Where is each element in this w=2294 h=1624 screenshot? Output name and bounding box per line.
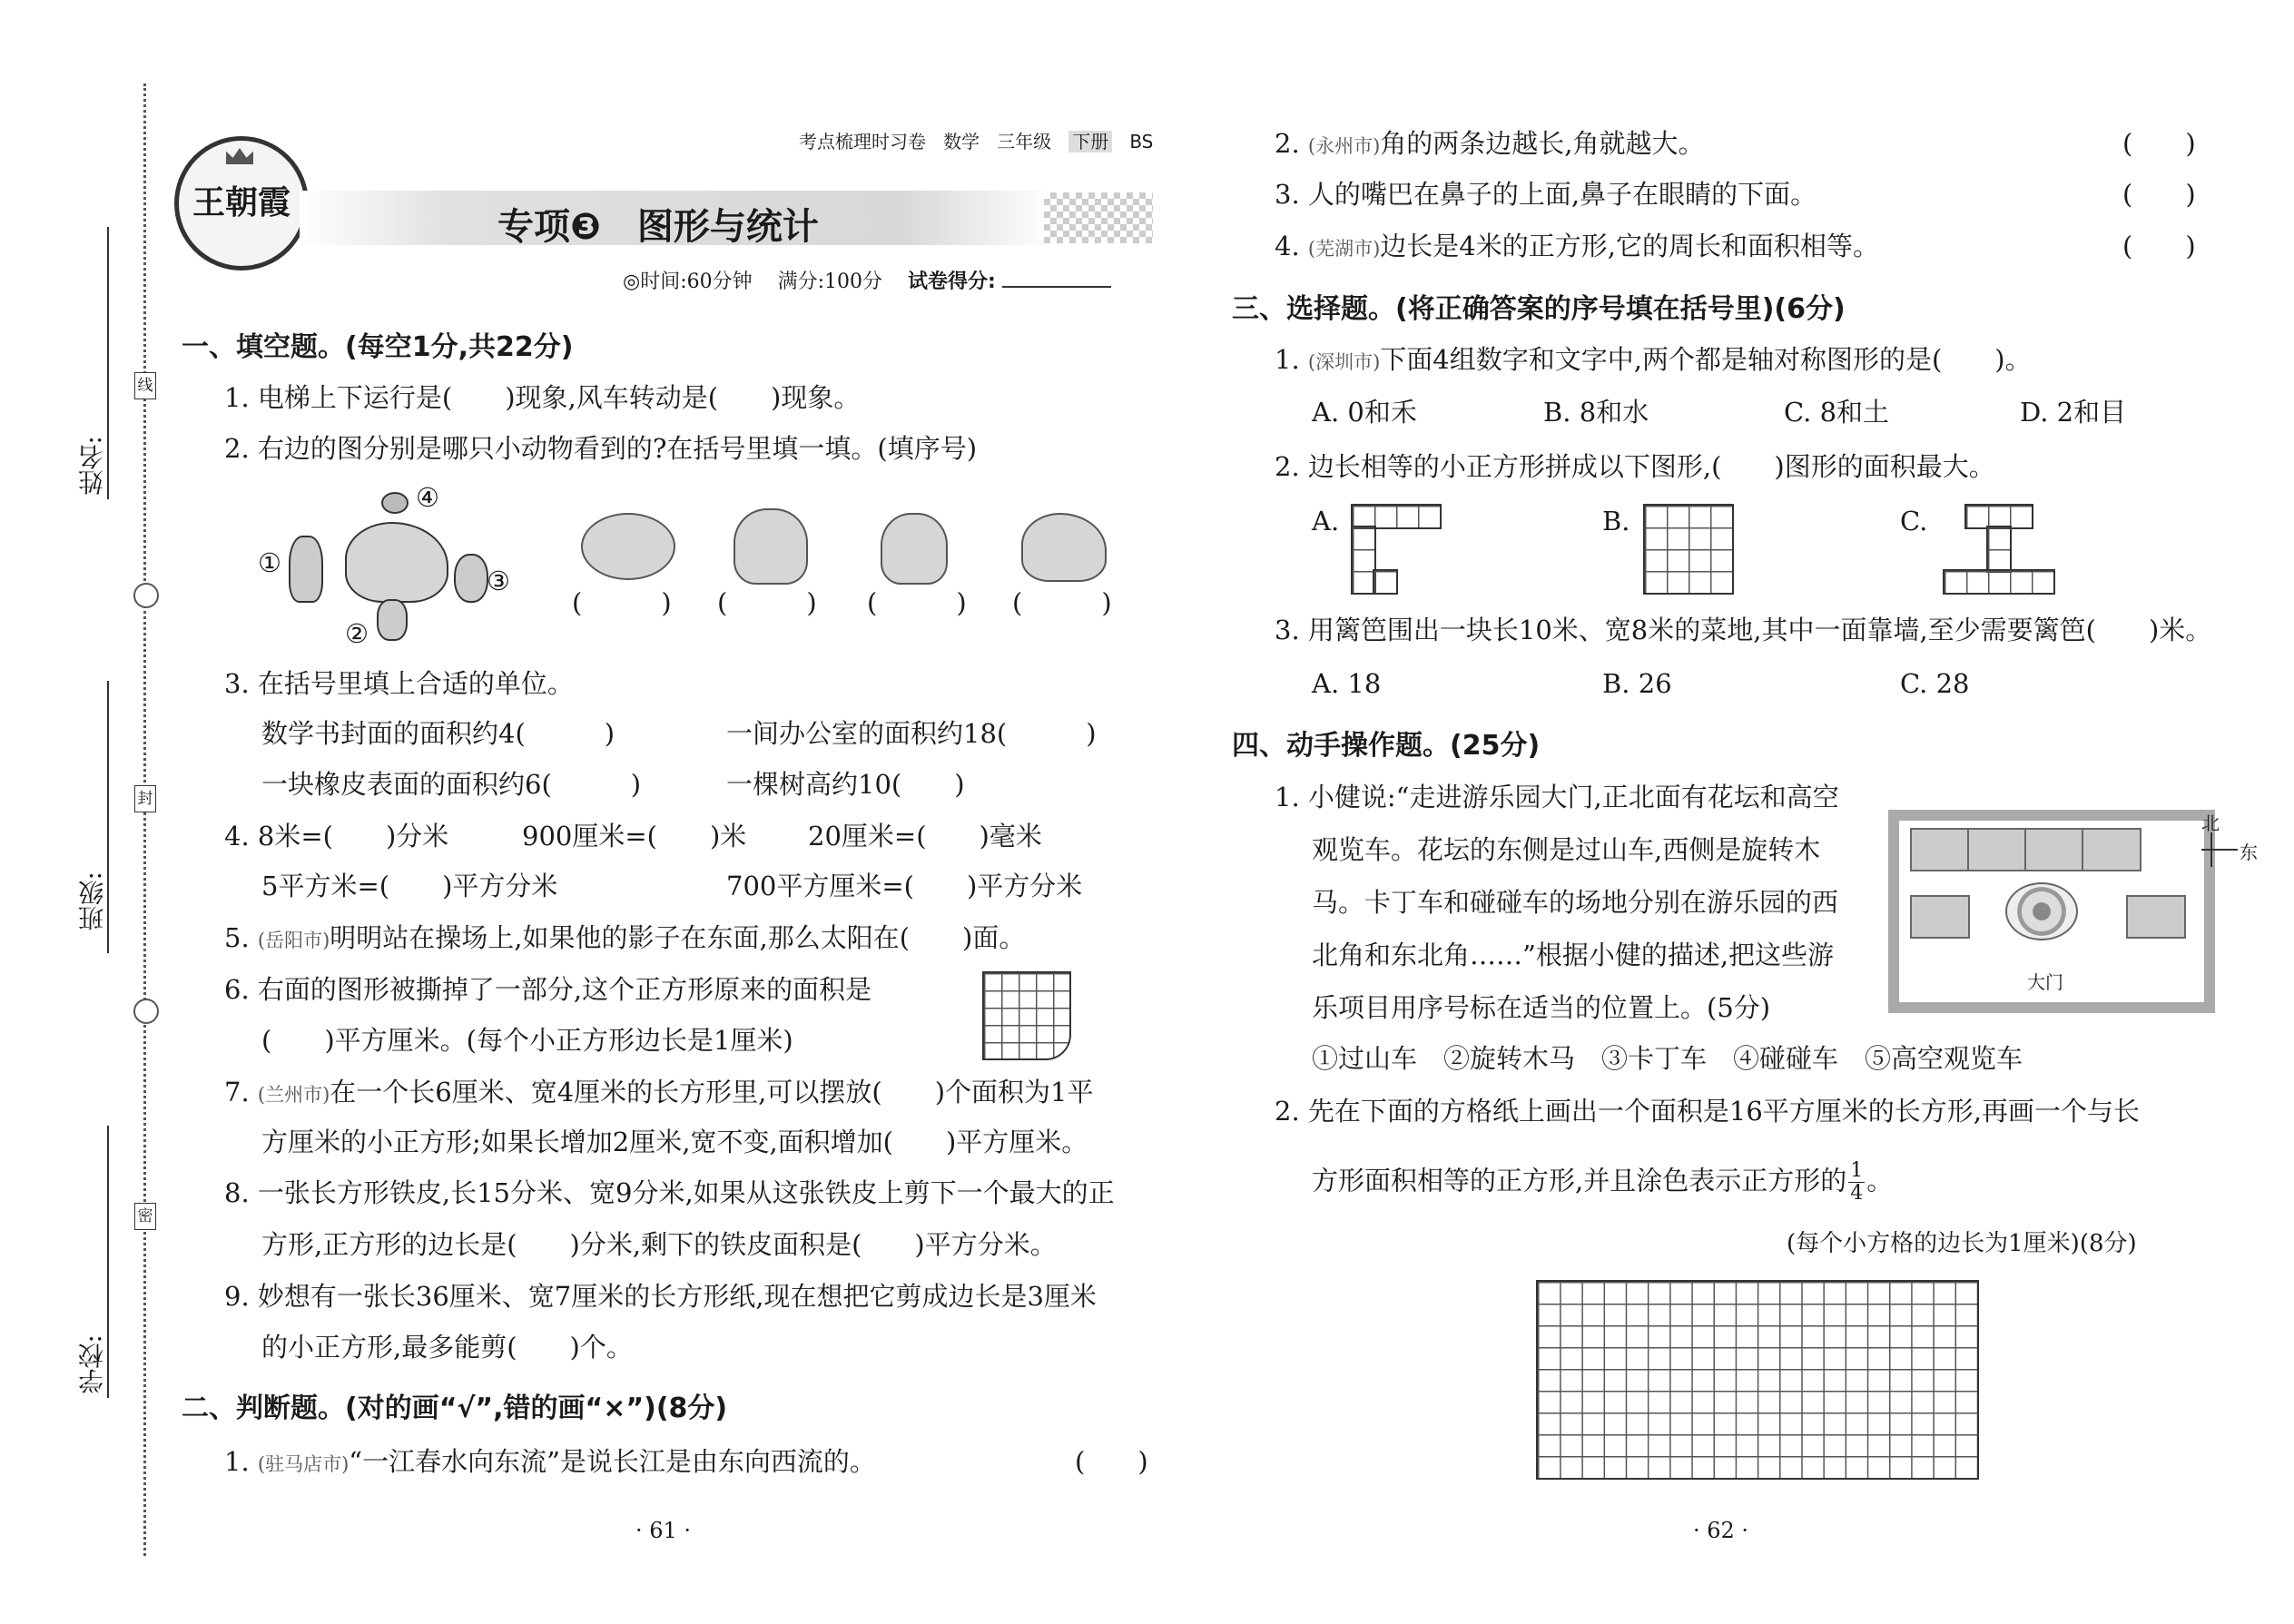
view-side-elephant	[1021, 513, 1107, 582]
map-slot[interactable]	[2024, 828, 2084, 871]
s4-q2-note: (每个小方格的边长为1厘米)(8分)	[1787, 1230, 2137, 1257]
map-slot[interactable]	[1910, 828, 1970, 871]
compass-north: 北	[2201, 812, 2220, 834]
compass-east: 东	[2240, 842, 2258, 863]
binding-mark-secret: 密	[134, 1203, 156, 1230]
s1-q6a: 6. 右面的图形被撕掉了一部分,这个正方形原来的面积是	[224, 974, 872, 1005]
s3-q3: 3. 用篱笆围出一块长10米、宽8米的菜地,其中一面靠墙,至少需要篱笆( )米。	[1275, 615, 2212, 645]
s3-q3-opt-b[interactable]: B. 26	[1602, 668, 1672, 699]
fraction-one-quarter	[1848, 1160, 1865, 1205]
s2-q2: 2. (永州市)角的两条边越长,角就越大。	[1275, 128, 1705, 159]
s4-q1b: 观览车。花坛的东侧是过山车,西侧是旋转木	[1312, 834, 1821, 865]
header-checker	[1044, 192, 1153, 243]
s1-q8b: 方形,正方形的边长是( )分米,剩下的铁皮面积是( )平方分米。	[261, 1229, 1057, 1260]
logo-crown-icon	[226, 148, 253, 164]
s2q2-text: 角的两条边越长,角就越大。	[1380, 128, 1705, 159]
exam-info	[623, 266, 1111, 294]
q2-blank-3[interactable]: ( )	[867, 587, 967, 618]
s1-q4e: 700平方厘米=( )平方分米	[726, 871, 1083, 901]
q2b-text: 方形面积相等的正方形,并且涂色表示正方形的	[1312, 1165, 1847, 1196]
s2q2-city: (永州市)	[1307, 135, 1381, 157]
label-2: ②	[345, 618, 369, 649]
s3q1-text: 下面4组数字和文字中,两个都是轴对称图形的是( )。	[1380, 344, 2032, 375]
q5-city: (岳阳市)	[257, 930, 330, 951]
s1-q3: 3. 在括号里填上合适的单位。	[224, 668, 574, 699]
view-top-elephant	[581, 513, 675, 580]
label-1: ①	[258, 547, 281, 578]
label-4: ④	[416, 482, 439, 513]
s4-q1d: 北角和东北角……”根据小健的描述,把这些游	[1312, 940, 1835, 970]
s3-q2: 2. 边长相等的小正方形拼成以下图形,( )图形的面积最大。	[1275, 451, 1995, 482]
page-number-right: · 62 ·	[1693, 1518, 1749, 1543]
s1-q3b: 一间办公室的面积约18( )	[726, 718, 1097, 749]
s1-q5: 5. (岳阳市)明明站在操场上,如果他的影子在东面,那么太阳在( )面。	[224, 922, 1026, 953]
series-name: 考点梳理时习卷	[799, 131, 926, 153]
map-slot[interactable]	[1910, 895, 1970, 939]
view-back-elephant	[881, 513, 948, 585]
s2-q3: 3. 人的嘴巴在鼻子的上面,鼻子在眼睛的下面。	[1275, 179, 1817, 210]
s4-q1-items: ①过山车 ②旋转木马 ③卡丁车 ④碰碰车 ⑤高空观览车	[1312, 1043, 2023, 1074]
s2-q1: 1. (驻马店市)“一江春水向东流”是说长江是由东向西流的。	[224, 1446, 876, 1477]
section1-heading: 一、填空题。(每空1分,共22分)	[182, 331, 574, 363]
elephant-icon	[345, 522, 448, 603]
s2-q4: 4. (芜湖市)边长是4米的正方形,它的周长和面积相等。	[1275, 231, 1879, 261]
s2q1-city: (驻马店市)	[257, 1453, 350, 1475]
s3-q2-opt-b[interactable]: B.	[1602, 506, 1630, 536]
name-label: 姓名:	[77, 436, 107, 496]
s3-q2-opt-c[interactable]: C.	[1900, 506, 1928, 536]
q2-blank-1[interactable]: ( )	[572, 587, 672, 618]
s4-q1c: 马。卡丁车和碰碰车的场地分别在游乐园的西	[1312, 887, 1839, 918]
s1-q3a: 数学书封面的面积约4( )	[261, 718, 615, 749]
edition: BS	[1129, 131, 1154, 153]
label-3: ③	[487, 566, 510, 596]
binding-dotted-line	[143, 84, 146, 1556]
full-score: 满分:100分	[777, 271, 882, 293]
s3-q1: 1. (深圳市)下面4组数字和文字中,两个都是轴对称图形的是( )。	[1275, 344, 2032, 375]
s1-q4b: 900厘米=( )米	[522, 821, 747, 851]
shape-b-figure	[1643, 504, 1734, 595]
dog-icon	[454, 554, 488, 603]
binding-hole-icon	[133, 999, 159, 1024]
class-label: 班级:	[77, 871, 107, 931]
s3-q1-opt-d[interactable]: D. 2和目	[2020, 397, 2127, 428]
map-slot[interactable]	[1967, 828, 2027, 871]
score-blank[interactable]	[1002, 286, 1111, 288]
time-limit: ◎时间:60分钟	[623, 271, 753, 293]
s1-q3c: 一块橡皮表面的面积约6( )	[261, 769, 642, 800]
map-slot[interactable]	[2082, 828, 2141, 871]
s4-q1e: 乐项目用序号标在适当的位置上。(5分)	[1312, 992, 1771, 1023]
bear-icon	[289, 536, 323, 603]
q7-city: (兰州市)	[257, 1084, 330, 1106]
s2-q2-blank[interactable]: ( )	[2122, 128, 2196, 159]
s1-q9b: 的小正方形,最多能剪( )个。	[261, 1332, 633, 1363]
s3q1-city: (深圳市)	[1307, 351, 1381, 373]
logo-badge	[174, 136, 309, 271]
header-meta	[799, 127, 1153, 153]
s4-q2a: 2. 先在下面的方格纸上画出一个面积是16平方厘米的长方形,再画一个与长	[1275, 1096, 2141, 1127]
binding-mark-line: 线	[134, 372, 156, 399]
s2-q1-blank[interactable]: ( )	[1075, 1446, 1148, 1477]
section3-heading: 三、选择题。(将正确答案的序号填在括号里)(6分)	[1232, 293, 1846, 325]
s1-q1: 1. 电梯上下运行是( )现象,风车转动是( )现象。	[224, 382, 861, 413]
section2-heading: 二、判断题。(对的画“√”,错的画“×”)(8分)	[182, 1393, 728, 1424]
volume-badge: 下册	[1068, 131, 1112, 153]
s1-q7a: 7. (兰州市)在一个长6厘米、宽4厘米的长方形里,可以摆放( )个面积为1平	[224, 1077, 1094, 1107]
score-label: 试卷得分:	[907, 271, 996, 293]
s2q4-city: (芜湖市)	[1307, 238, 1381, 260]
rabbit-icon	[377, 599, 408, 641]
s1-q7b: 方厘米的小正方形;如果长增加2厘米,宽不变,面积增加( )平方厘米。	[261, 1127, 1088, 1157]
s2-q3-blank[interactable]: ( )	[2122, 179, 2196, 210]
binding-hole-icon	[133, 583, 159, 608]
s1-q4a: 4. 8米=( )分米	[224, 821, 449, 851]
map-slot[interactable]	[2126, 895, 2186, 939]
s4-q2b	[1312, 1160, 1893, 1205]
park-map	[1888, 810, 2215, 1013]
s1-q9a: 9. 妙想有一张长36厘米、宽7厘米的长方形纸,现在想把它剪成边长是3厘米	[224, 1281, 1097, 1312]
s1-q8a: 8. 一张长方形铁皮,长15分米、宽9分米,如果从这张铁皮上剪下一个最大的正	[224, 1177, 1115, 1208]
gate-label: 大门	[2022, 968, 2069, 994]
view-front-elephant	[733, 508, 808, 585]
logo-text: 王朝霞	[192, 183, 290, 221]
s3-q3-opt-a[interactable]: A. 18	[1312, 668, 1382, 699]
s2q4-text: 边长是4米的正方形,它的周长和面积相等。	[1380, 231, 1879, 261]
school-label: 学校:	[77, 1334, 107, 1394]
q2b-end: 。	[1866, 1165, 1894, 1196]
s2-q4-blank[interactable]: ( )	[2122, 231, 2196, 261]
grade: 三年级	[997, 131, 1052, 153]
s1-q2: 2. 右边的图分别是哪只小动物看到的?在括号里填一填。(填序号)	[224, 433, 978, 464]
page-title: 专项❸ 图形与统计	[497, 206, 819, 248]
s1-q6b: ( )平方厘米。(每个小正方形边长是1厘米)	[261, 1025, 793, 1056]
compass-icon	[2201, 812, 2256, 867]
binding-mark-seal: 封	[134, 785, 156, 812]
frac-denominator: 4	[1850, 1182, 1864, 1205]
s3-q2-opt-a[interactable]: A.	[1312, 506, 1340, 536]
q5-text: 明明站在操场上,如果他的影子在东面,那么太阳在( )面。	[330, 922, 1026, 953]
q2-blank-2[interactable]: ( )	[717, 587, 817, 618]
s1-q4c: 20厘米=( )毫米	[808, 821, 1042, 851]
s3-q1-opt-b[interactable]: B. 8和水	[1543, 397, 1649, 428]
page-number-left: · 61 ·	[635, 1518, 692, 1543]
drawing-grid-paper[interactable]	[1536, 1280, 1979, 1480]
frac-numerator: 1	[1850, 1159, 1864, 1182]
s1-q3d: 一棵树高约10( )	[726, 769, 965, 800]
q7-text: 在一个长6厘米、宽4厘米的长方形里,可以摆放( )个面积为1平	[330, 1077, 1094, 1107]
s2q1-text: “一江春水向东流”是说长江是由东向西流的。	[349, 1446, 876, 1477]
s3-q1-opt-c[interactable]: C. 8和土	[1784, 397, 1890, 428]
flower-bed-icon	[2005, 882, 2078, 940]
q2-blank-4[interactable]: ( )	[1012, 587, 1112, 618]
s4-q1a: 1. 小健说:“走进游乐园大门,正北面有花坛和高空	[1275, 782, 1839, 812]
s3-q1-opt-a[interactable]: A. 0和禾	[1312, 397, 1417, 428]
torn-square-grid	[982, 971, 1071, 1060]
subject: 数学	[943, 131, 980, 153]
s1-q4d: 5平方米=( )平方分米	[261, 871, 558, 901]
s3-q3-opt-c[interactable]: C. 28	[1900, 668, 1970, 699]
animals-picture	[254, 481, 545, 649]
bird-icon	[381, 492, 409, 514]
section4-heading: 四、动手操作题。(25分)	[1232, 730, 1541, 762]
